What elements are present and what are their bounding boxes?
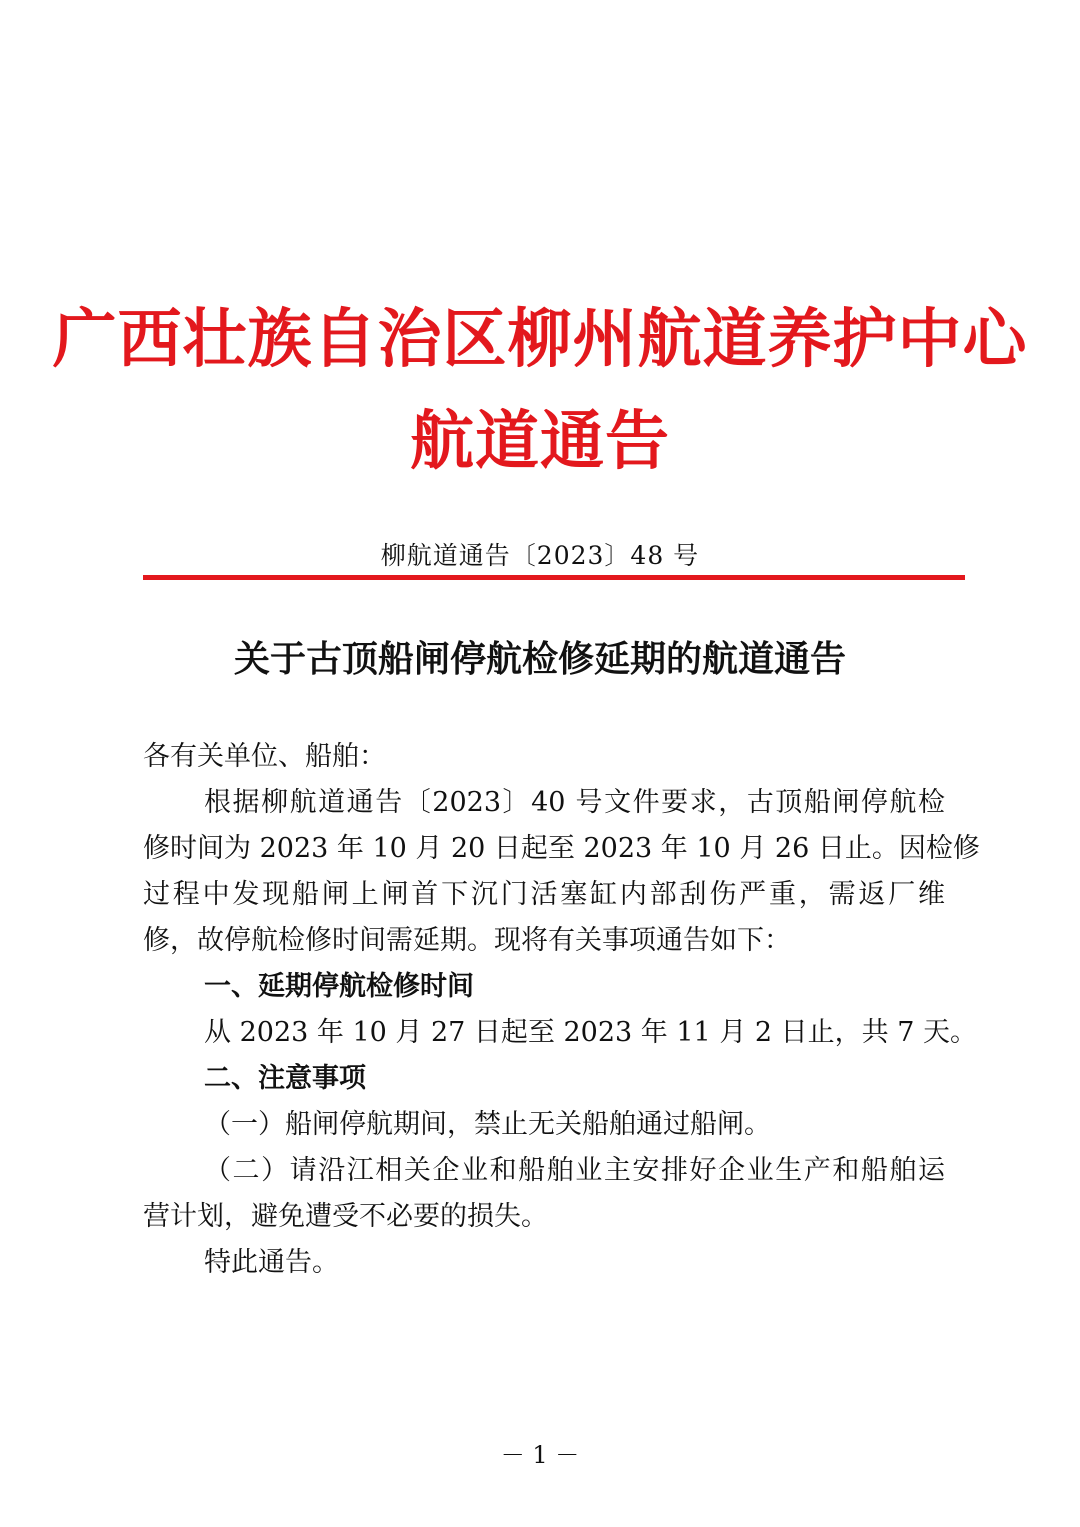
- subject-title: 关于古顶船闸停航检修延期的航道通告: [233, 638, 846, 680]
- section-text: 从 2023 年 10 月 27 日起至 2023 年 11 月 2 日止，共 7 天。: [204, 1017, 978, 1048]
- salutation: 各有关单位、船舶：: [143, 741, 386, 772]
- page-number: － 1 －: [500, 1441, 580, 1469]
- paragraph-line: 修，故停航检修时间需延期。现将有关事项通告如下：: [143, 925, 791, 956]
- closing-text: 特此通告。: [204, 1247, 339, 1278]
- list-item: （一）船闸停航期间，禁止无关船舶通过船闸。: [204, 1109, 771, 1140]
- paragraph-line: 修时间为 2023 年 10 月 20 日起至 2023 年 10 月 26 日止。因检修: [143, 833, 980, 864]
- list-item: 营计划，避免遭受不必要的损失。: [143, 1201, 548, 1232]
- issuer-title: 广西壮族自治区柳州航道养护中心: [52, 303, 1028, 377]
- paragraph-line: 根据柳航道通告〔2023〕40 号文件要求，古顶船闸停航检: [204, 787, 945, 818]
- red-divider: [143, 575, 965, 580]
- document-type-title: 航道通告: [410, 405, 670, 479]
- list-item: （二）请沿江相关企业和船舶业主安排好企业生产和船舶运: [204, 1155, 945, 1186]
- section-heading: 一、延期停航检修时间: [204, 971, 474, 1002]
- section-heading: 二、注意事项: [204, 1063, 366, 1094]
- document-number: 柳航道通告〔2023〕48 号: [380, 541, 700, 570]
- paragraph-line: 过程中发现船闸上闸首下沉门活塞缸内部刮伤严重，需返厂维: [143, 879, 945, 910]
